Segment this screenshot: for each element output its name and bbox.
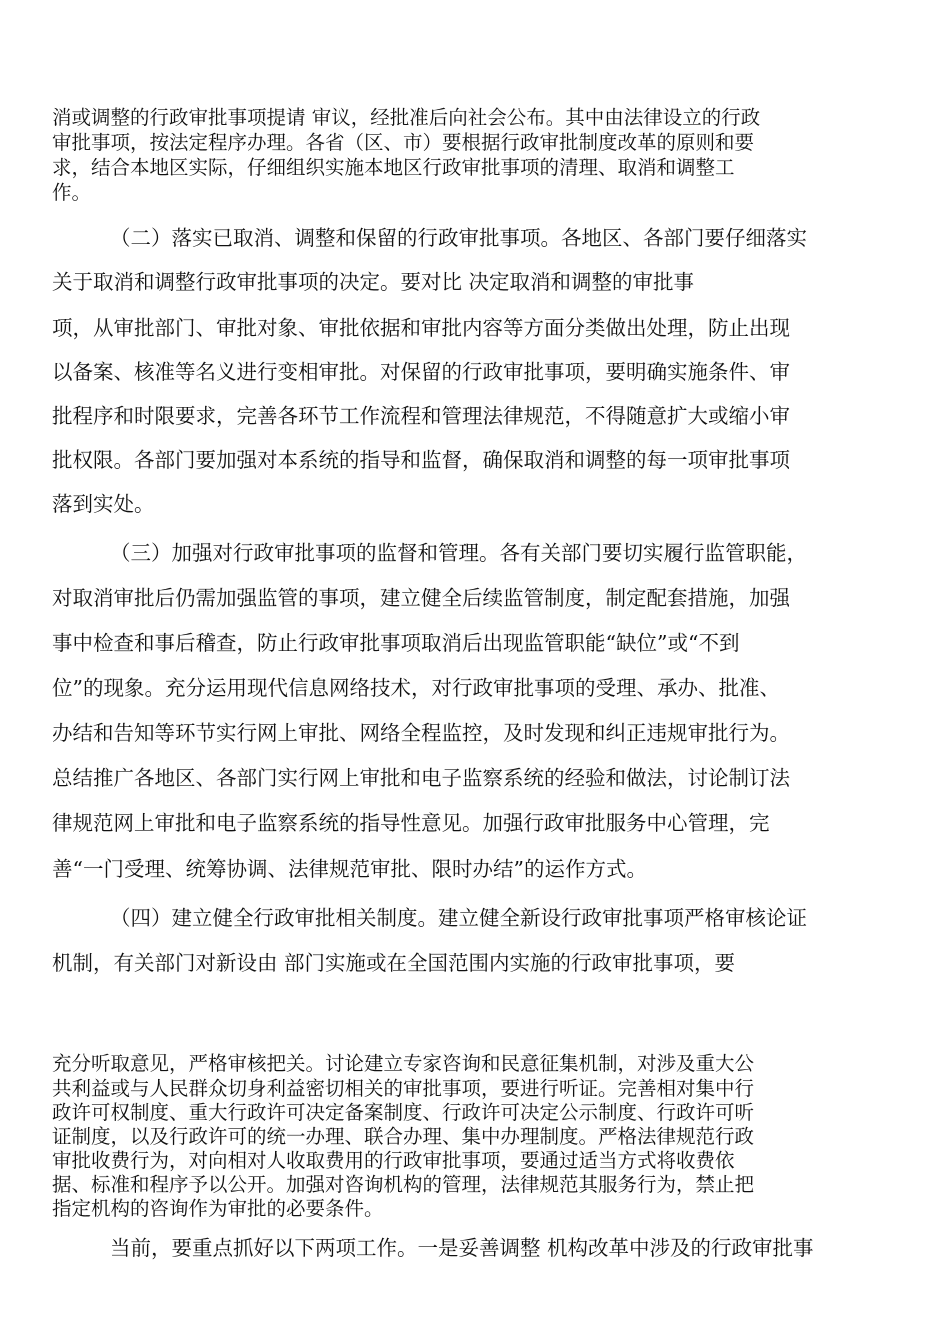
paragraph-heading-line: （二）落实已取消、调整和保留的行政审批事项。各地区、各部门要仔细落实 [110, 226, 807, 250]
text-line: 机制，有关部门对新设由 部门实施或在全国范围内实施的行政审批事项，要 [52, 951, 736, 975]
text-line: 以备案、核准等名义进行变相审批。对保留的行政审批事项，要明确实施条件、审 [52, 360, 790, 384]
text-line: 充分听取意见，严格审核把关。讨论建立专家咨询和民意征集机制，对涉及重大公 [52, 1052, 755, 1075]
paragraph-heading-line: （三）加强对行政审批事项的监督和管理。各有关部门要切实履行监管职能， [110, 541, 807, 565]
text-line: 关于取消和调整行政审批事项的决定。要对比 决定取消和调整的审批事 [52, 270, 695, 294]
text-line: 求，结合本地区实际，仔细组织实施本地区行政审批事项的清理、取消和调整工 [52, 156, 735, 179]
text-line: 总结推广各地区、各部门实行网上审批和电子监察系统的经验和做法，讨论制订法 [52, 766, 790, 790]
text-line: 作。 [52, 181, 92, 204]
text-line: 共利益或与人民群众切身利益密切相关的审批事项，要进行听证。完善相对集中行 [52, 1077, 755, 1100]
text-line: 审批收费行为，对向相对人收取费用的行政审批事项，要通过适当方式将收费依 [52, 1149, 735, 1172]
text-line: 指定机构的咨询作为审批的必要条件。 [52, 1197, 384, 1220]
text-line: 证制度，以及行政许可的统一办理、联合办理、集中办理制度。严格法律规范行政 [52, 1125, 755, 1148]
text-line: 政许可权制度、重大行政许可决定备案制度、行政许可决定公示制度、行政许可听 [52, 1101, 755, 1124]
paragraph-heading-line: 当前，要重点抓好以下两项工作。一是妥善调整 机构改革中涉及的行政审批事 [110, 1236, 814, 1260]
text-line: 批程序和时限要求，完善各环节工作流程和管理法律规范，不得随意扩大或缩小审 [52, 404, 790, 428]
paragraph-heading-line: （四）建立健全行政审批相关制度。建立健全新设行政审批事项严格审核论证 [110, 906, 807, 930]
text-line: 位”的现象。充分运用现代信息网络技术，对行政审批事项的受理、承办、批准、 [52, 676, 780, 700]
text-line: 对取消审批后仍需加强监管的事项，建立健全后续监管制度，制定配套措施，加强 [52, 586, 790, 610]
text-line: 落到实处。 [52, 492, 155, 516]
text-line: 据、标准和程序予以公开。加强对咨询机构的管理，法律规范其服务行为，禁止把 [52, 1173, 755, 1196]
text-line: 律规范网上审批和电子监察系统的指导性意见。加强行政审批服务中心管理，完 [52, 811, 770, 835]
text-line: 善“一门受理、统筹协调、法律规范审批、限时办结”的运作方式。 [52, 857, 647, 881]
text-line: 批权限。各部门要加强对本系统的指导和监督，确保取消和调整的每一项审批事项 [52, 448, 790, 472]
text-line: 办结和告知等环节实行网上审批、网络全程监控，及时发现和纠正违规审批行为。 [52, 721, 790, 745]
text-line: 消或调整的行政审批事项提请 审议，经批准后向社会公布。其中由法律设立的行政 [52, 106, 761, 129]
text-line: 事中检查和事后稽查，防止行政审批事项取消后出现监管职能“缺位”或“不到 [52, 631, 740, 655]
text-line: 项，从审批部门、审批对象、审批依据和审批内容等方面分类做出处理，防止出现 [52, 316, 790, 340]
text-line: 审批事项，按法定程序办理。各省（区、市）要根据行政审批制度改革的原则和要 [52, 131, 755, 154]
